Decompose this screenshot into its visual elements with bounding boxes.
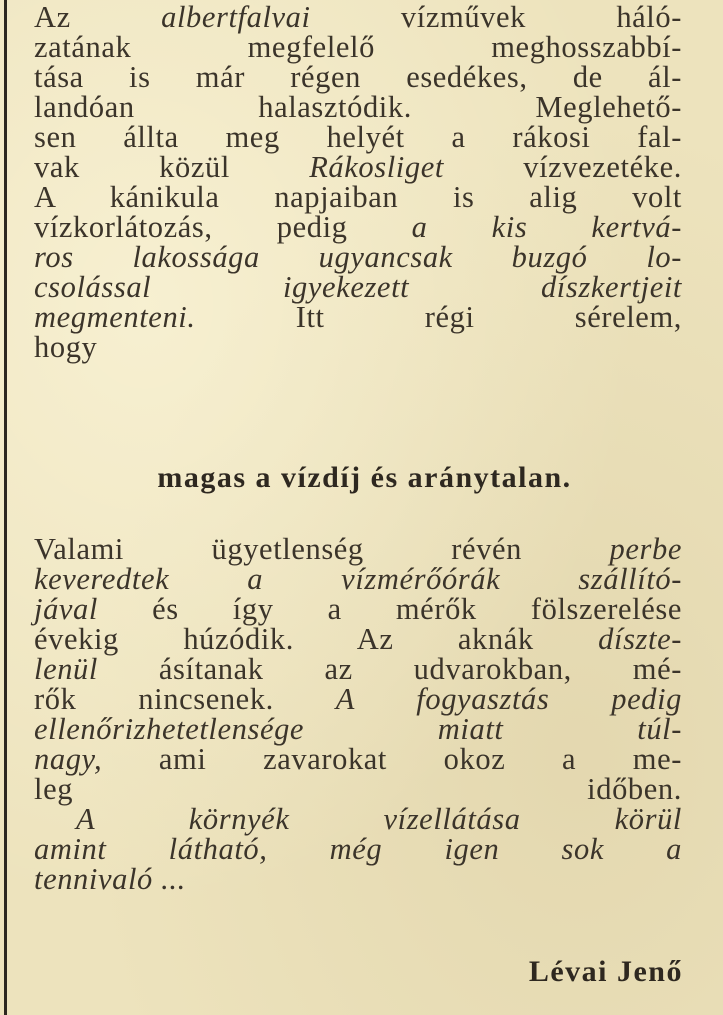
- italic-text: megmenteni.: [34, 300, 196, 334]
- italic-text: keveredtek a vízmérőórák szállító-: [34, 562, 682, 596]
- italic-text: ros lakossága ugyancsak buzgó lo-: [34, 240, 682, 274]
- text-run: landóan halasztódik. Meglehető-: [34, 90, 682, 124]
- italic-text: díszte-: [598, 622, 682, 656]
- text-run: sen állta meg helyét a rákosi fal-: [34, 120, 682, 154]
- italic-text: amint látható, még igen sok a: [34, 832, 682, 866]
- text-run: leg időben.: [34, 772, 682, 806]
- text-line: [34, 654, 682, 684]
- text-run: Az: [34, 0, 162, 34]
- text-line: [34, 302, 682, 332]
- text-line: [34, 624, 682, 654]
- text-line: [34, 804, 682, 834]
- text-line: [34, 744, 682, 774]
- subheading: [0, 461, 723, 495]
- text-line: [34, 122, 682, 152]
- italic-text: perbe: [609, 532, 682, 566]
- text-run: vízkorlátozás, pedig: [34, 210, 412, 244]
- text-line: [34, 62, 682, 92]
- italic-text: Rákosliget: [309, 150, 444, 184]
- text-line: [34, 242, 682, 272]
- text-line: [34, 92, 682, 122]
- italic-text: tennivaló ...: [34, 862, 186, 896]
- italic-text: A környék vízellátása körül: [76, 802, 682, 836]
- italic-text: a kis kertvá-: [411, 210, 682, 244]
- italic-text: ellenőrizhetetlensége miatt túl-: [34, 712, 682, 746]
- text-run: rők nincsenek.: [34, 682, 336, 716]
- text-run: ami zavarokat okoz a me-: [102, 742, 682, 776]
- paragraph-2: [34, 534, 682, 894]
- text-line: [34, 332, 682, 362]
- text-line: [34, 714, 682, 744]
- text-line: [34, 834, 682, 864]
- italic-text: csolással igyekezett díszkertjeit: [34, 270, 682, 304]
- column-rule: [4, 0, 7, 1015]
- text-run: vízvezetéke.: [443, 150, 682, 184]
- text-run: Itt régi sérelem,: [195, 300, 682, 334]
- text-line: [34, 32, 682, 62]
- text-line: [34, 182, 682, 212]
- italic-text: lenül: [34, 652, 98, 686]
- text-line: [34, 774, 682, 804]
- text-line: [34, 684, 682, 714]
- paragraph-1: [34, 2, 682, 362]
- italic-text: A fogyasztás pedig: [335, 682, 682, 716]
- subheading-text: magas a vízdíj és aránytalan.: [157, 461, 572, 494]
- italic-text: jával: [34, 592, 98, 626]
- text-run: hogy: [34, 330, 98, 364]
- text-run: A kánikula napjaiban is alig volt: [34, 180, 682, 214]
- text-run: vízművek háló-: [310, 0, 682, 34]
- text-run: tása is már régen esedékes, de ál-: [34, 60, 682, 94]
- italic-text: albertfalvai: [161, 0, 311, 34]
- text-run: ásítanak az udvarokban, mé-: [98, 652, 682, 686]
- text-line: [34, 594, 682, 624]
- text-run: évekig húzódik. Az aknák: [34, 622, 599, 656]
- author-byline: Lévai Jenő: [528, 955, 683, 988]
- text-line: [34, 864, 682, 894]
- text-line: [34, 212, 682, 242]
- text-line: [34, 272, 682, 302]
- text-line: [34, 2, 682, 32]
- text-line: [34, 564, 682, 594]
- text-run: Valami ügyetlenség révén: [34, 532, 610, 566]
- text-run: vak közül: [34, 150, 310, 184]
- text-line: [34, 534, 682, 564]
- text-run: és így a mérők fölszerelése: [98, 592, 682, 626]
- text-line: [34, 152, 682, 182]
- italic-text: nagy,: [34, 742, 103, 776]
- text-run: zatának megfelelő meghosszabbí-: [34, 30, 682, 64]
